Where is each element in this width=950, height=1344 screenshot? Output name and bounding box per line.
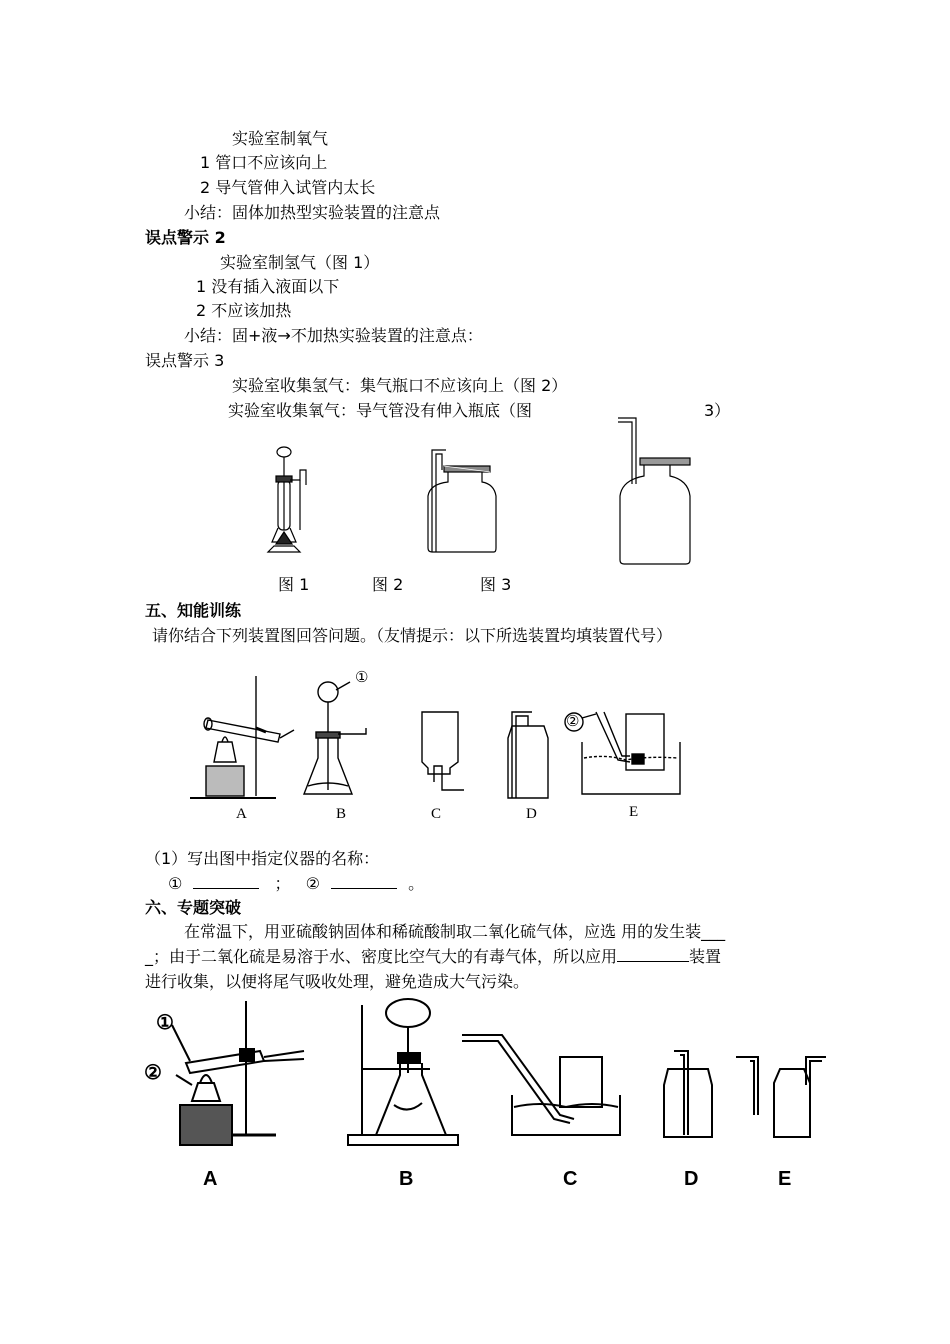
s5-marker-2: ② <box>566 714 580 730</box>
section6-blank[interactable] <box>617 946 689 962</box>
intro-point-2: 2 导气管伸入试管内太长 <box>200 178 376 197</box>
s6-label-B: B <box>399 1168 414 1190</box>
section5-question-1: （1）写出图中指定仪器的名称： <box>145 849 380 868</box>
warning2-title: 实验室制氢气（图 1） <box>220 253 380 272</box>
figure-3-label: 图 3 <box>480 575 512 594</box>
section5-prompt: 请你结合下列装置图回答问题。（友情提示：以下所选装置均填装置代号） <box>152 626 673 645</box>
section6-apparatus-row <box>140 995 830 1155</box>
section6-para-line-1 <box>184 921 725 943</box>
section6-para-2a: _；由于二氧化硫是易溶于水、密度比空气大的有毒气体，所以应用 <box>145 947 618 966</box>
answer-marker-2: ② <box>305 874 320 893</box>
s5-label-B: B <box>336 806 347 822</box>
figure-1-label: 图 1 <box>278 575 310 594</box>
s6-label-A: A <box>203 1168 218 1190</box>
s6-label-C: C <box>563 1168 578 1190</box>
intro-point-1: 1 管口不应该向上 <box>200 153 328 172</box>
figure-1-hydrogen-apparatus <box>264 440 314 558</box>
answer-marker-1: ① <box>168 874 183 893</box>
figure-3-collection-bottle <box>612 414 702 566</box>
s5-label-E: E <box>629 804 639 820</box>
intro-summary: 小结：固体加热型实验装置的注意点 <box>184 203 441 222</box>
figure-2-collection-bottle <box>420 440 500 555</box>
section6-para-2b: 装置 <box>689 947 722 966</box>
answer-separator: ； <box>274 874 291 893</box>
section6-heading: 六、专题突破 <box>145 898 242 917</box>
warning3-line-1: 实验室收集氢气：集气瓶口不应该向上（图 2） <box>232 376 568 395</box>
section5-apparatus-row <box>186 662 706 804</box>
figure-2-label: 图 2 <box>372 575 404 594</box>
s6-marker-1: ① <box>156 1012 174 1034</box>
warning2-heading: 误点警示 2 <box>145 228 226 247</box>
s5-marker-1: ① <box>355 670 369 686</box>
s5-label-C: C <box>431 806 442 822</box>
section6-para-1a: 在常温下，用亚硫酸钠固体和稀硫酸制取二氧化硫气体，应选 用的发生装 <box>184 922 702 941</box>
warning3-line-2a: 实验室收集氧气：导气管没有伸入瓶底（图 <box>228 401 533 420</box>
warning3-line-2b: 3） <box>704 401 731 420</box>
section6-para-line-3: 进行收集，以便将尾气吸收处理，避免造成大气污染。 <box>145 972 530 991</box>
warning2-point-2: 2 不应该加热 <box>196 301 292 320</box>
s5-label-D: D <box>526 806 537 822</box>
answer-end: 。 <box>408 874 425 893</box>
s6-label-E: E <box>778 1168 792 1190</box>
section5-heading: 五、知能训练 <box>145 601 242 620</box>
section6-para-line-2 <box>145 946 721 968</box>
s6-marker-2: ② <box>144 1062 162 1084</box>
warning2-summary: 小结：固+液→不加热实验装置的注意点： <box>184 326 483 345</box>
answer-blank-1[interactable] <box>193 873 259 889</box>
warning3-heading: 误点警示 3 <box>145 351 225 370</box>
section5-answer-line <box>168 873 424 895</box>
answer-blank-2[interactable] <box>331 873 397 889</box>
s6-label-D: D <box>684 1168 699 1190</box>
intro-title: 实验室制氧气 <box>232 129 329 148</box>
s5-label-A: A <box>236 806 247 822</box>
warning2-point-1: 1 没有插入液面以下 <box>196 277 340 296</box>
section6-para-1b: ___ <box>701 922 726 941</box>
